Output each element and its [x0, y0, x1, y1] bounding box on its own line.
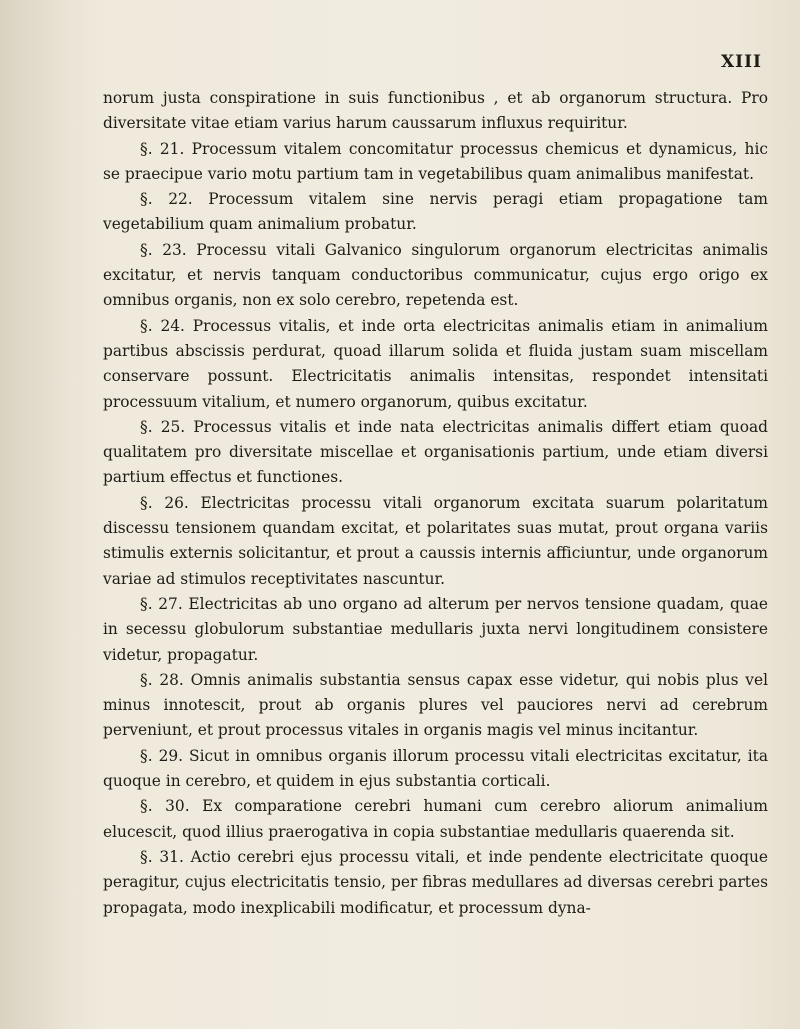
paragraph-27: §. 27. Electricitas ab uno organo ad alterum per nervos tensione quadam, quae in secessu globulorum substantiae medullaris juxta nervi longitudinem consistere videtur, propagatur. — [103, 594, 768, 664]
paragraph-21: §. 21. Processum vitalem concomitatur processus chemicus et dynamicus, hic se praecipue vario motu partium tam in vegetabilibus quam animalibus manifestat. — [103, 139, 768, 183]
paragraph-30: §. 30. Ex comparatione cerebri humani cum cerebro aliorum animalium elucescit, quod illius praerogativa in copia substantiae medullaris quaerenda sit. — [103, 797, 768, 841]
page-edge-shading — [0, 0, 100, 1029]
paragraph-22: §. 22. Processum vitalem sine nervis peragi etiam propagatione tam vegetabilium quam animalium probatur. — [103, 190, 768, 234]
paragraph-28: §. 28. Omnis animalis substantia sensus capax esse videtur, qui nobis plus vel minus innotescit, prout ab organis plures vel pauciores nervi ad cerebrum perveniunt, et prout processus vitales in organis magis vel minus incitantur. — [103, 670, 768, 740]
paragraph-25: §. 25. Processus vitalis et inde nata electricitas animalis differt etiam quoad qualitatem pro diversitate miscellae et organisationis partium, unde etiam diversi partium effectus et functiones. — [103, 417, 768, 487]
paragraph-26: §. 26. Electricitas processu vitali organorum excitata suarum polaritatum discessu tensionem quandam excitat, et polaritates suas mutat, prout organa variis stimulis externis solicitantur, et prout a caussis internis afficiuntur, unde organorum variae ad stimulos receptivitates nascuntur. — [103, 493, 768, 588]
body-text — [103, 86, 768, 921]
paragraph-29: §. 29. Sicut in omnibus organis illorum processu vitali electricitas excitatur, ita quoque in cerebro, et quidem in ejus substantia corticali. — [103, 746, 768, 791]
page-number: XIII — [720, 52, 762, 72]
paragraph-24: §. 24. Processus vitalis, et inde orta electricitas animalis etiam in animalium partibus abscissis perdurat, quoad illarum solida et fluida justam suam miscellam conservare possunt. Electricitatis animalis intensitas, respondet intensitati processuum vitalium, et numero organorum, quibus excitatur. — [103, 316, 768, 411]
paragraph-31: §. 31. Actio cerebri ejus processu vitali, et inde pendente electricitate quoque peragitur, cujus electricitatis tensio, per fibras medullares ad diversas cerebri partes propagata, modo inexplicabili modificatur, et processum dyna- — [103, 847, 768, 917]
paragraph-continuation: norum justa conspiratione in suis functionibus , et ab organorum structura. Pro diversitate vitae etiam varius harum caussarum influxus requiritur. — [103, 89, 768, 133]
paragraph-23: §. 23. Processu vitali Galvanico singulorum organorum electricitas animalis excitatur, et nervis tanquam conductoribus communicatur, cujus ergo origo ex omnibus organis, non ex solo cerebro, repetenda est. — [103, 240, 768, 310]
